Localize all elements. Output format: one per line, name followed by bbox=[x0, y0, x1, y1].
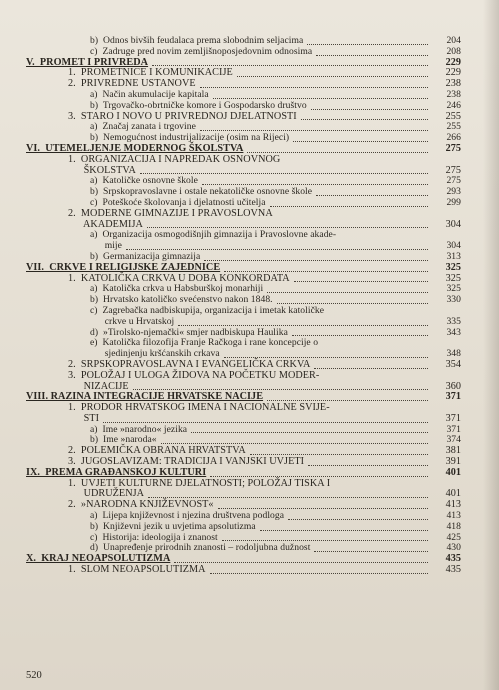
table-of-contents bbox=[26, 36, 461, 576]
dot-leader bbox=[204, 258, 428, 261]
dot-leader bbox=[178, 323, 428, 326]
toc-entry-label: a) Lijepa književnost i njezina društvena podloga bbox=[90, 510, 285, 522]
dot-leader bbox=[200, 128, 428, 131]
page-number: 520 bbox=[26, 670, 42, 681]
dot-leader bbox=[202, 182, 428, 185]
toc-entry-label: b) Srpskopravoslavne i ostale nekatoličke osnovne škole bbox=[90, 186, 313, 198]
dot-leader bbox=[247, 150, 428, 153]
dot-leader bbox=[200, 85, 428, 88]
dot-leader bbox=[210, 474, 428, 477]
toc-entry-label: c) Poteškoće školovanja i djelatnosti učitelja bbox=[90, 196, 266, 208]
toc-entry-page: 435 bbox=[445, 553, 461, 565]
toc-entry-page: 435 bbox=[445, 564, 461, 576]
toc-entry-page: 238 bbox=[446, 88, 461, 100]
toc-entry-page: 401 bbox=[445, 466, 461, 478]
toc-entry-label: VII. CRKVE I RELIGIJSKE ZAJEDNICE bbox=[26, 261, 221, 273]
toc-entry-label: 1. ORGANIZACIJA I NAPREDAK OSNOVNOG bbox=[68, 153, 281, 165]
dot-leader bbox=[292, 333, 428, 336]
toc-entry-label: b) Hrvatsko katoličko svećenstvo nakon 1848. bbox=[90, 294, 273, 306]
dot-leader bbox=[224, 355, 428, 358]
toc-entry-page: 330 bbox=[446, 294, 461, 306]
toc-section bbox=[26, 209, 461, 220]
dot-leader bbox=[174, 560, 428, 563]
toc-entry-page: 371 bbox=[446, 423, 461, 435]
dot-leader bbox=[270, 204, 428, 207]
toc-entry-page: 335 bbox=[446, 315, 461, 327]
toc-subsection bbox=[26, 101, 461, 112]
toc-entry-page: 275 bbox=[445, 142, 461, 154]
dot-leader bbox=[301, 117, 428, 120]
dot-leader bbox=[277, 301, 428, 304]
toc-entry-label: a) Značaj zanata i trgovine bbox=[90, 121, 196, 133]
toc-entry-label: b) Odnos bivših feudalaca prema slobodnim seljacima bbox=[90, 35, 304, 46]
toc-entry-label: b) Nemogućnost industrijalizacije (osim na Rijeci) bbox=[90, 132, 290, 144]
toc-entry-label: e) Katolička filozofija Franje Račkoga i rane koncepcije o bbox=[90, 337, 319, 349]
toc-entry-label: X. KRAJ NEOAPSOLUTIZMA bbox=[26, 553, 171, 565]
toc-entry-label: ŠKOLSTVA bbox=[68, 164, 136, 176]
toc-section bbox=[26, 565, 461, 576]
toc-subsection bbox=[26, 317, 461, 328]
toc-entry-page: 313 bbox=[446, 250, 461, 262]
toc-entry-page: 208 bbox=[446, 45, 461, 57]
toc-entry-page: 413 bbox=[445, 499, 461, 511]
toc-entry-label: 1. KATOLIČKA CRKVA U DOBA KONKORDATA bbox=[68, 272, 290, 284]
toc-entry-label: VI. UTEMELJENJE MODERNOG ŠKOLSTVA bbox=[26, 142, 244, 154]
toc-entry-label: 2. PRIVREDNE USTANOVE bbox=[68, 78, 196, 90]
toc-entry-label: 1. PRODOR HRVATSKOG IMENA I NACIONALNE SVIJE- bbox=[68, 402, 330, 414]
toc-entry-page: 348 bbox=[446, 348, 461, 360]
dot-leader bbox=[293, 139, 428, 142]
toc-entry-page: 418 bbox=[446, 520, 461, 532]
toc-entry-page: 401 bbox=[445, 488, 461, 500]
toc-entry-page: 413 bbox=[446, 510, 461, 522]
toc-entry-page: 275 bbox=[445, 164, 461, 176]
dot-leader bbox=[237, 74, 428, 77]
toc-entry-page: 430 bbox=[446, 542, 461, 554]
dot-leader bbox=[294, 279, 428, 282]
toc-entry-label: a) Katoličke osnovne škole bbox=[90, 175, 198, 187]
toc-entry-page: 325 bbox=[446, 283, 461, 295]
toc-section bbox=[26, 155, 461, 166]
dot-leader bbox=[103, 420, 428, 423]
toc-entry-page: 229 bbox=[445, 67, 461, 79]
toc-entry-page: 360 bbox=[445, 380, 461, 392]
dot-leader bbox=[260, 528, 428, 531]
toc-entry-label: b) Ime »naroda« bbox=[90, 434, 157, 446]
dot-leader bbox=[152, 63, 428, 66]
toc-entry-label: a) Katolička crkva u Habsburškoj monarhiji bbox=[90, 283, 264, 295]
dot-leader bbox=[314, 366, 428, 369]
toc-entry-page: 246 bbox=[446, 99, 461, 111]
toc-entry-label: crkve u Hrvatskoj bbox=[90, 315, 175, 327]
toc-entry-page: 325 bbox=[445, 272, 461, 284]
toc-entry-page: 381 bbox=[445, 445, 461, 457]
toc-entry-page: 275 bbox=[446, 175, 461, 187]
dot-leader bbox=[267, 398, 428, 401]
toc-entry-label: UDRUŽENJA bbox=[68, 488, 145, 500]
dot-leader bbox=[210, 571, 428, 574]
toc-chapter bbox=[26, 263, 461, 274]
dot-leader bbox=[126, 247, 428, 250]
dot-leader bbox=[316, 193, 428, 196]
toc-entry-page: 293 bbox=[446, 186, 461, 198]
toc-entry-label: d) »Tirolsko-njemački« smjer nadbiskupa Haulika bbox=[90, 326, 288, 338]
toc-entry-page: 371 bbox=[445, 391, 461, 403]
toc-entry-label: 2. »NARODNA KNJIŽEVNOST« bbox=[68, 499, 214, 511]
toc-entry-label: 1. SLOM NEOAPSOLUTIZMA bbox=[68, 564, 206, 576]
toc-entry-page: 299 bbox=[446, 196, 461, 208]
toc-entry-page: 304 bbox=[445, 218, 461, 230]
dot-leader bbox=[314, 549, 428, 552]
toc-entry-label: c) Historija: ideologija i znanost bbox=[90, 531, 218, 543]
toc-entry-page: 343 bbox=[446, 326, 461, 338]
toc-entry-page: 325 bbox=[445, 261, 461, 273]
toc-entry-page: 255 bbox=[446, 121, 461, 133]
dot-leader bbox=[140, 171, 428, 174]
toc-section bbox=[26, 371, 461, 382]
toc-entry-page: 255 bbox=[445, 110, 461, 122]
toc-entry-label: VIII. RAZINA INTEGRACIJE HRVATSKE NACIJE bbox=[26, 391, 264, 403]
toc-entry-label: STI bbox=[68, 412, 100, 424]
dot-leader bbox=[148, 495, 428, 498]
toc-subsection bbox=[26, 47, 461, 58]
dot-leader bbox=[316, 53, 428, 56]
toc-entry-label: a) Ime »narodno« jezika bbox=[90, 423, 188, 435]
toc-entry-label: c) Zagrebačka nadbiskupija, organizacija i imetak katoličke bbox=[90, 304, 325, 316]
toc-entry-page: 354 bbox=[445, 358, 461, 370]
toc-entry-label: 2. SRPSKOPRAVOSLAVNA I EVANGELIČKA CRKVA bbox=[68, 358, 311, 370]
toc-entry-label: 1. PROMETNICE I KOMUNIKACIJE bbox=[68, 67, 233, 79]
dot-leader bbox=[288, 517, 428, 520]
dot-leader bbox=[218, 506, 428, 509]
toc-entry-label: a) Način akumulacije kapitala bbox=[90, 88, 209, 100]
toc-entry-label: V. PROMET I PRIVREDA bbox=[26, 56, 149, 68]
dot-leader bbox=[267, 290, 428, 293]
toc-entry-page: 371 bbox=[445, 412, 461, 424]
toc-entry-label: b) Trgovačko-obrtničke komore i Gospodarsko društvo bbox=[90, 99, 307, 111]
toc-entry-label: AKADEMIJA bbox=[68, 218, 143, 230]
toc-entry-label: 3. JUGOSLAVIZAM: TRADICIJA I VANJSKI UVJETI bbox=[68, 456, 305, 468]
toc-entry-label: IX. PREMA GRAĐANSKOJ KULTURI bbox=[26, 466, 207, 478]
dot-leader bbox=[308, 463, 428, 466]
toc-entry-label: b) Književni jezik u uvjetima apsolutizma bbox=[90, 520, 256, 532]
toc-entry-label: mije bbox=[90, 240, 122, 252]
toc-entry-label: a) Organizacija osmogodišnjih gimnazija i Pravoslovne akade- bbox=[90, 229, 337, 241]
dot-leader bbox=[161, 441, 428, 444]
toc-entry-label: 1. UVJETI KULTURNE DJELATNOSTI; POLOŽAJ TISKA I bbox=[68, 477, 331, 489]
toc-entry-label: 2. POLEMIČKA OBRANA HRVATSTVA bbox=[68, 445, 246, 457]
toc-entry-page: 204 bbox=[446, 35, 461, 46]
toc-entry-page: 391 bbox=[445, 456, 461, 468]
toc-entry-label: 2. MODERNE GIMNAZIJE I PRAVOSLOVNA bbox=[68, 207, 273, 219]
toc-entry-label: c) Zadruge pred novim zemljišnoposjedovnim odnosima bbox=[90, 45, 313, 57]
toc-entry-page: 374 bbox=[446, 434, 461, 446]
toc-entry-page: 238 bbox=[445, 78, 461, 90]
toc-entry-label: 3. POLOŽAJ I ULOGA ŽIDOVA NA POČETKU MODER- bbox=[68, 369, 320, 381]
dot-leader bbox=[222, 538, 428, 541]
dot-leader bbox=[191, 430, 428, 433]
page-shadow bbox=[483, 0, 499, 690]
dot-leader bbox=[133, 387, 428, 390]
toc-entry-page: 229 bbox=[445, 56, 461, 68]
toc-entry-page: 304 bbox=[446, 240, 461, 252]
toc-entry-label: b) Germanizacija gimnazija bbox=[90, 250, 201, 262]
dot-leader bbox=[147, 225, 428, 228]
dot-leader bbox=[307, 42, 428, 45]
toc-entry-page: 425 bbox=[446, 531, 461, 543]
dot-leader bbox=[213, 96, 428, 99]
toc-entry-label: sjedinjenju kršćanskih crkava bbox=[90, 348, 220, 360]
dot-leader bbox=[311, 107, 428, 110]
toc-entry-page: 266 bbox=[446, 132, 461, 144]
dot-leader bbox=[250, 452, 428, 455]
toc-entry-label: NIZACIJE bbox=[68, 380, 129, 392]
dot-leader bbox=[224, 269, 428, 272]
toc-entry-label: 3. STARO I NOVO U PRIVREDNOJ DJELATNOSTI bbox=[68, 110, 297, 122]
toc-entry-label: d) Unapređenje prirodnih znanosti – rodoljubna dužnost bbox=[90, 542, 311, 554]
